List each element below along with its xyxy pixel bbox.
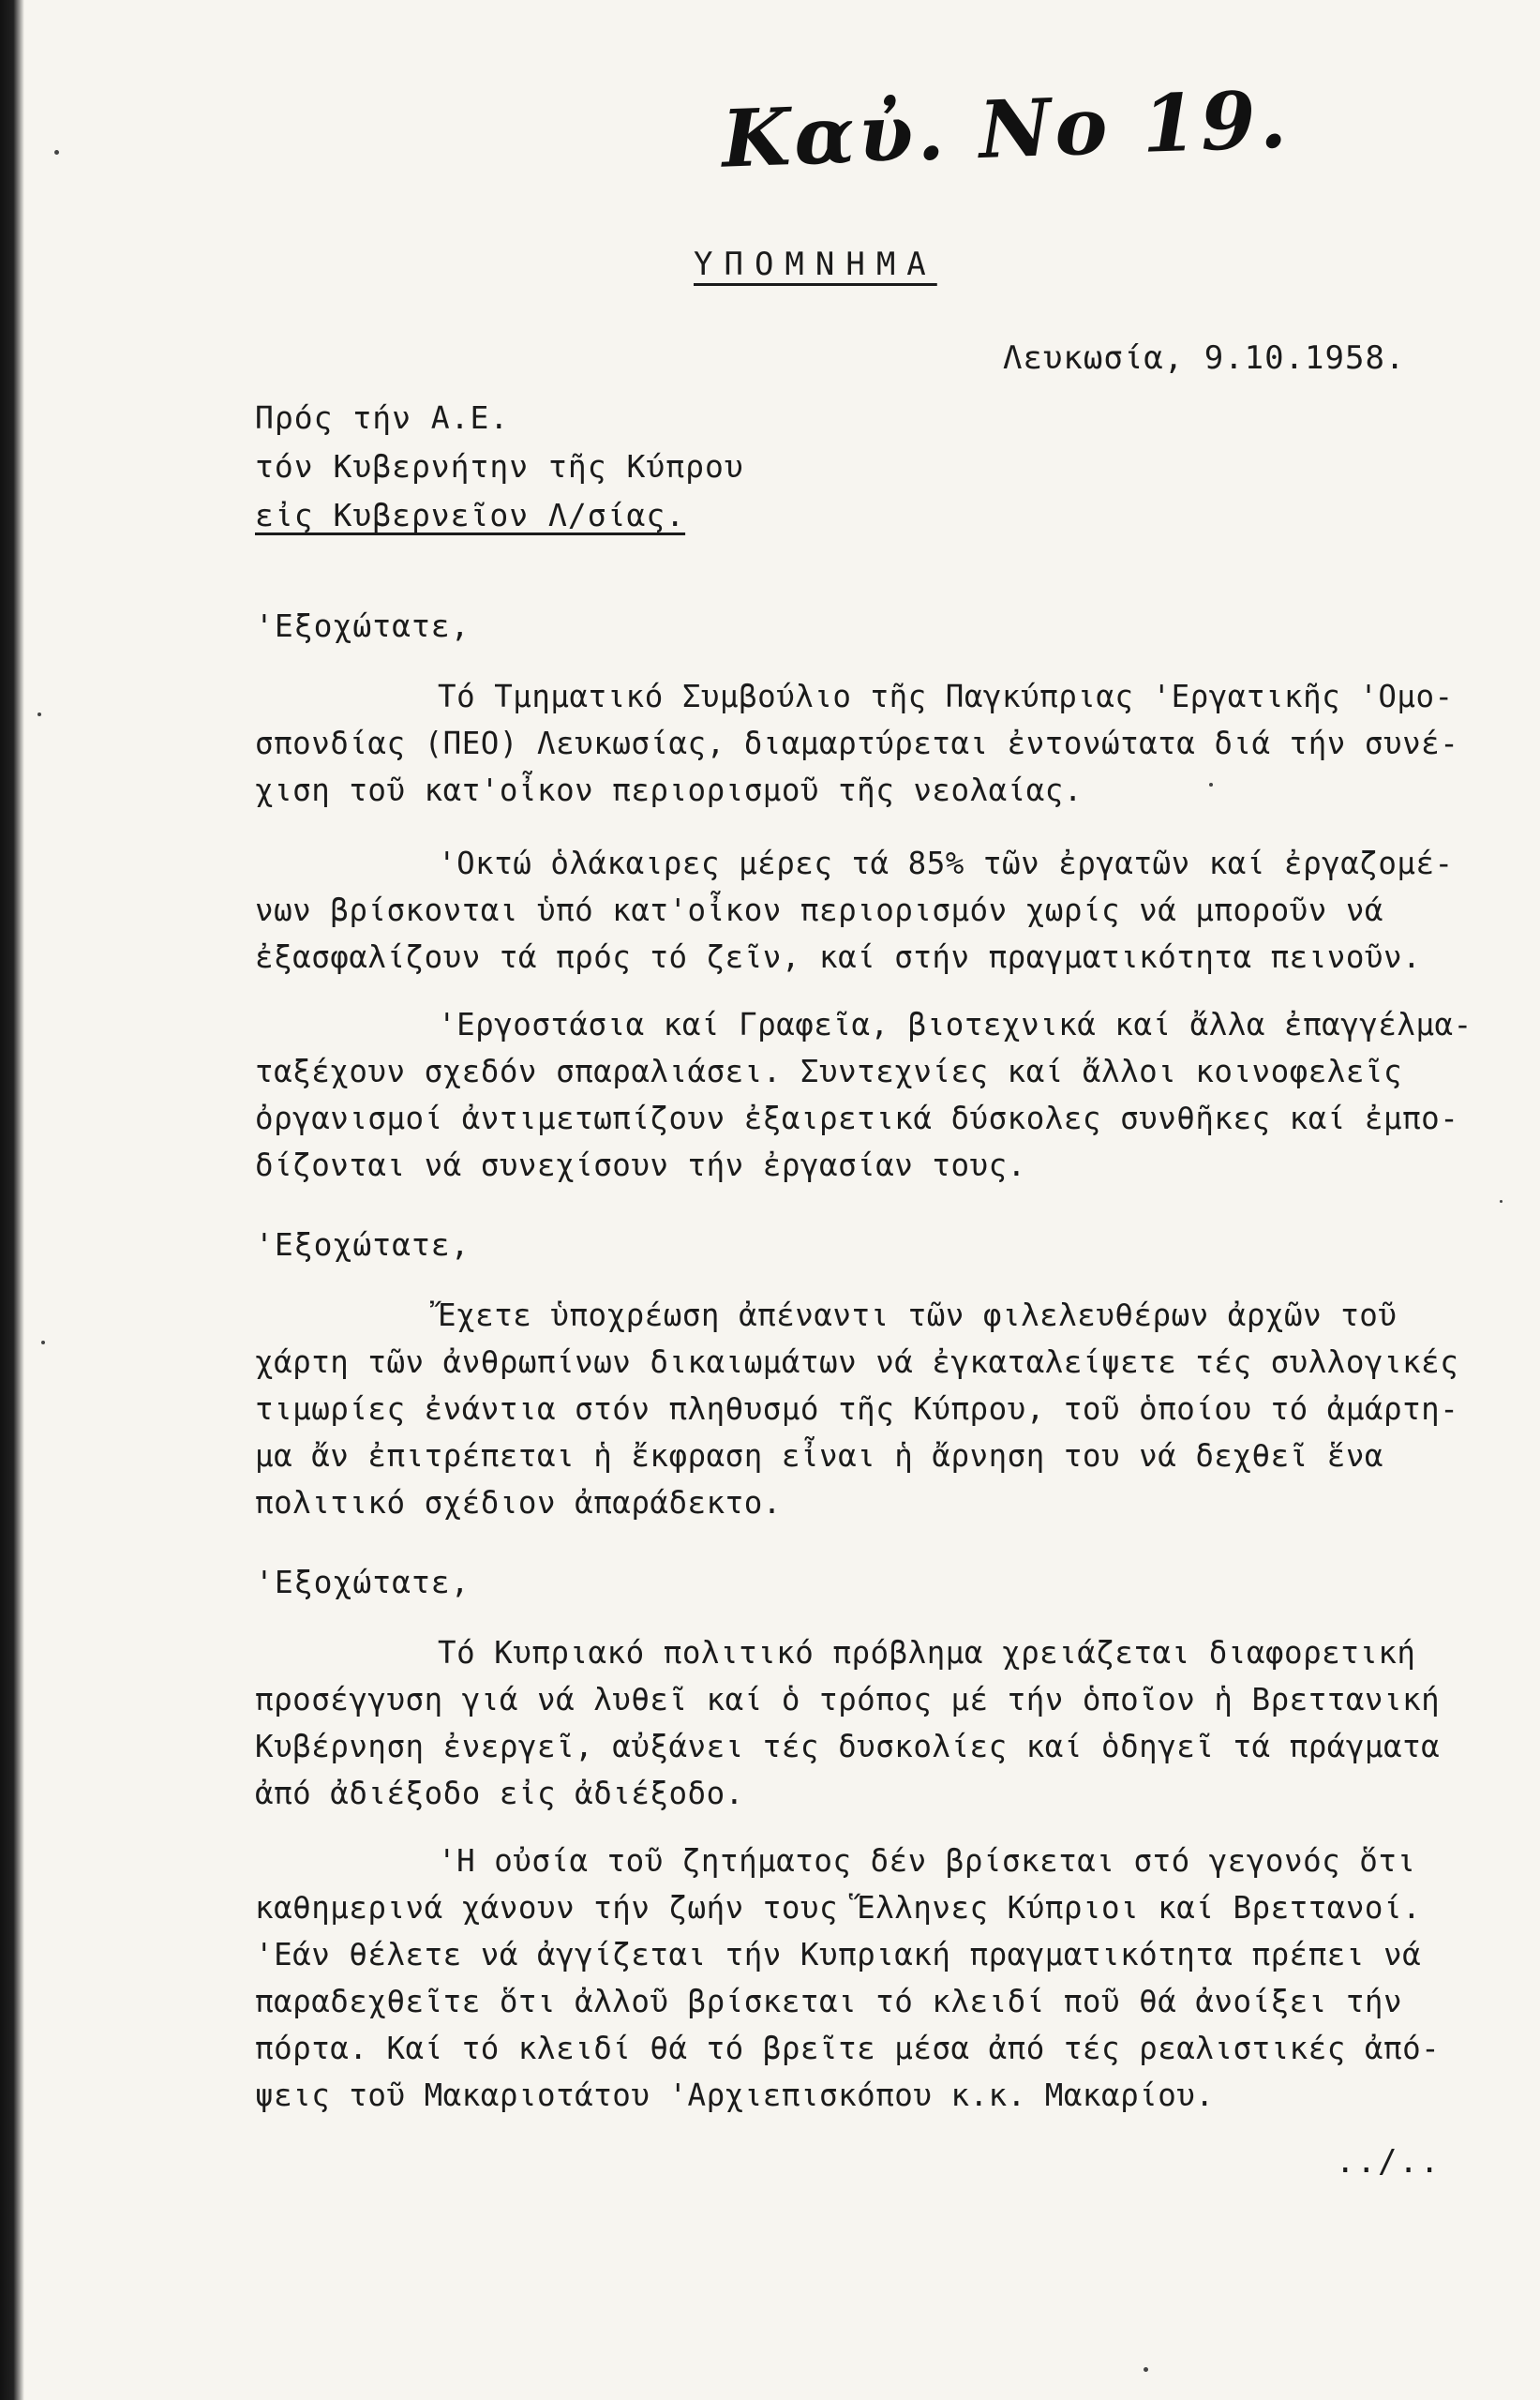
paragraph-line: πολιτικό σχέδιον ἀπαράδεκτο.	[255, 1485, 782, 1521]
paragraph-line: ἐξασφαλίζουν τά πρός τό ζεῖν, καί στήν πραγματικότητα πεινοῦν.	[255, 939, 1422, 975]
paragraph-3	[255, 1001, 1473, 1189]
address-line-3: εἰς Κυβερνεῖον Λ/σίας.	[255, 497, 686, 533]
paragraph-line: Τό Τμηματικό Συμβούλιο τῆς Παγκύπριας 'Εργατικῆς 'Ομο-	[438, 679, 1454, 714]
paragraph-line: ταξέχουν σχεδόν σπαραλιάσει. Συντεχνίες καί ἄλλοι κοινοφελεῖς	[255, 1054, 1403, 1089]
address-line-2: τόν Κυβερνήτην τῆς Κύπρου	[255, 448, 744, 485]
paragraph-4	[255, 1292, 1473, 1526]
document-title: ΥΠΟΜΝΗΜΑ	[694, 246, 937, 283]
handwritten-reference-number: Καὐ. No 19.	[720, 72, 1293, 186]
paragraph-line: σπονδίας (ΠΕΟ) Λευκωσίας, διαμαρτύρεται ἐντονώτατα διά τήν συνέ-	[255, 726, 1459, 761]
address-line-1: Πρός τήν Α.Ε.	[255, 399, 510, 436]
paragraph-line: Κυβέρνηση ἐνεργεῖ, αὐξάνει τές δυσκολίες καί ὁδηγεῖ τά πράγματα	[255, 1729, 1441, 1764]
salutation-1: 'Εξοχώτατε,	[255, 608, 471, 644]
paragraph-line: τιμωρίες ἐνάντια στόν πληθυσμό τῆς Κύπρου, τοῦ ὁποίου τό ἀμάρτη-	[255, 1391, 1459, 1427]
paragraph-5	[255, 1629, 1473, 1817]
place-date: Λευκωσία, 9.10.1958.	[1003, 339, 1406, 377]
paragraph-line: προσέγγυση γιά νά λυθεῖ καί ὁ τρόπος μέ τήν ὁποῖον ἡ Βρεττανική	[255, 1682, 1441, 1718]
paragraph-line: πόρτα. Καί τό κλειδί θά τό βρεῖτε μέσα ἀπό τές ρεαλιστικές ἀπό-	[255, 2031, 1441, 2066]
paragraph-line: παραδεχθεῖτε ὅτι ἀλλοῦ βρίσκεται τό κλειδί ποῦ θά ἀνοίξει τήν	[255, 1984, 1403, 2019]
paragraph-line: χάρτη τῶν ἀνθρωπίνων δικαιωμάτων νά ἐγκαταλείψετε τές συλλογικές	[255, 1344, 1459, 1380]
paragraph-line: μα ἄν ἐπιτρέπεται ἡ ἔκφραση εἶναι ἡ ἄρνηση του νά δεχθεῖ ἕνα	[255, 1438, 1383, 1474]
paragraph-1	[255, 673, 1473, 814]
paragraph-line: νων βρίσκονται ὑπό κατ'οἶκον περιορισμόν χωρίς νά μποροῦν νά	[255, 892, 1383, 928]
continuation-mark: ../..	[1336, 2143, 1442, 2181]
paragraph-line: 'Εάν θέλετε νά ἀγγίζεται τήν Κυπριακή πραγματικότητα πρέπει νά	[255, 1937, 1422, 1972]
paragraph-line: ψεις τοῦ Μακαριοτάτου 'Αρχιεπισκόπου κ.κ. Μακαρίου.	[255, 2078, 1215, 2113]
paragraph-2	[255, 840, 1473, 981]
paragraph-6	[255, 1838, 1473, 2119]
paragraph-line: καθημερινά χάνουν τήν ζωήν τους Ἕλληνες Κύπριοι καί Βρεττανοί.	[255, 1890, 1422, 1926]
salutation-2: 'Εξοχώτατε,	[255, 1226, 471, 1263]
paragraph-line: ὀργανισμοί ἀντιμετωπίζουν ἐξαιρετικά δύσκολες συνθῆκες καί ἐμπο-	[255, 1101, 1459, 1136]
paragraph-line: δίζονται νά συνεχίσουν τήν ἐργασίαν τους.	[255, 1148, 1026, 1183]
paragraph-line: 'Η οὐσία τοῦ ζητήματος δέν βρίσκεται στό γεγονός ὅτι	[438, 1843, 1416, 1879]
salutation-3: 'Εξοχώτατε,	[255, 1564, 471, 1600]
scan-edge-shadow	[0, 0, 24, 2400]
paragraph-line: 'Εργοστάσια καί Γραφεῖα, βιοτεχνικά καί ἄλλα ἐπαγγέλμα-	[438, 1007, 1473, 1042]
paragraph-line: Τό Κυπριακό πολιτικό πρόβλημα χρειάζεται διαφορετική	[438, 1635, 1416, 1671]
paragraph-line: ἀπό ἀδιέξοδο εἰς ἀδιέξοδο.	[255, 1776, 744, 1811]
paragraph-line: χιση τοῦ κατ'οἶκον περιορισμοῦ τῆς νεολαίας.	[255, 772, 1083, 808]
paragraph-line: 'Οκτώ ὁλάκαιρες μέρες τά 85% τῶν ἐργατῶν καί ἐργαζομέ-	[438, 846, 1454, 881]
paragraph-line: Ἔχετε ὑποχρέωση ἀπέναντι τῶν φιλελευθέρων ἀρχῶν τοῦ	[438, 1298, 1398, 1333]
